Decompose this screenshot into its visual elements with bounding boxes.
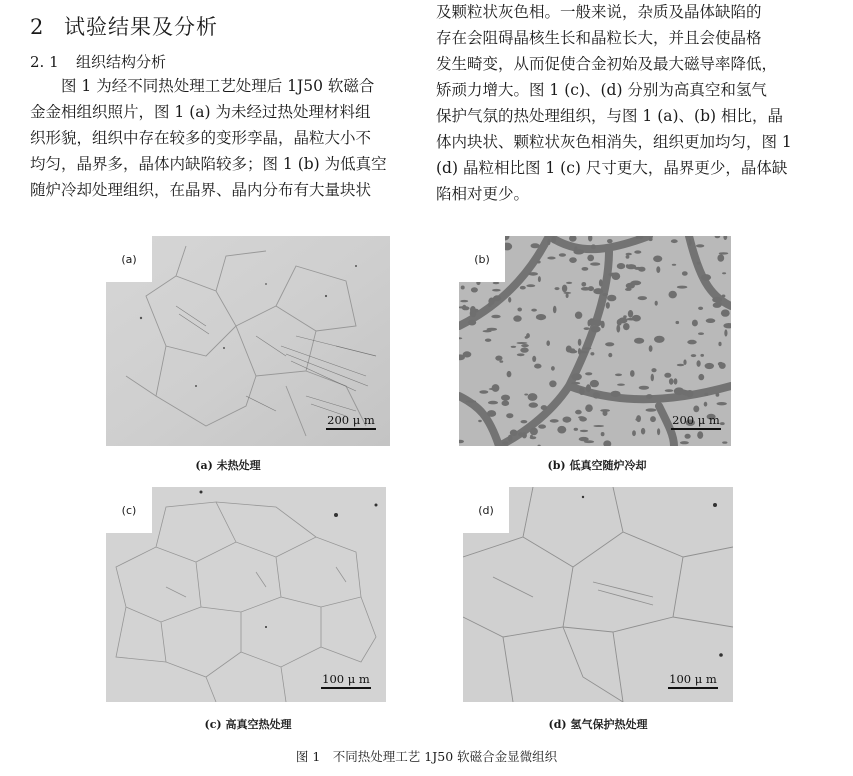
gray-phase-particle bbox=[704, 402, 708, 407]
scale-bar-b bbox=[671, 414, 721, 430]
gray-phase-particle bbox=[516, 342, 527, 344]
gray-phase-particle bbox=[520, 348, 528, 353]
gray-phase-particle bbox=[671, 239, 678, 243]
gray-phase-particle bbox=[719, 363, 726, 369]
figure-caption: 图 1 不同热处理工艺 1J50 软磁合金显微组织 bbox=[295, 749, 558, 764]
gray-phase-particle bbox=[526, 284, 535, 287]
gray-phase-particle bbox=[581, 287, 590, 291]
gray-phase-particle bbox=[665, 389, 674, 392]
text-line: 矫顽力增大。图 1 (c)、(d) 分别为高真空和氢气 bbox=[436, 81, 767, 99]
gray-phase-particle bbox=[626, 255, 630, 259]
scale-bar-text: 200 μ m bbox=[327, 413, 375, 427]
gray-phase-particle bbox=[619, 317, 628, 323]
gray-phase-particle bbox=[460, 300, 468, 302]
gray-phase-particle bbox=[575, 312, 582, 319]
gray-phase-particle bbox=[680, 441, 689, 444]
gray-phase-particle bbox=[616, 325, 620, 333]
gray-phase-particle bbox=[584, 327, 590, 330]
gray-phase-particle bbox=[551, 366, 555, 371]
gray-phase-particle bbox=[612, 272, 621, 280]
gray-phase-particle bbox=[555, 287, 560, 290]
gray-phase-particle bbox=[530, 436, 537, 439]
text-line: 图 1 为经不同热处理工艺处理后 1J50 软磁合 bbox=[61, 77, 375, 95]
gray-phase-particle bbox=[664, 373, 671, 378]
gray-phase-particle bbox=[651, 368, 656, 372]
gray-phase-particle bbox=[590, 262, 600, 265]
gray-phase-particle bbox=[607, 295, 616, 302]
gray-phase-particle bbox=[491, 315, 500, 319]
gray-phase-particle bbox=[553, 306, 557, 314]
gray-phase-particle bbox=[682, 271, 688, 276]
text-line: 织形貌，组织中存在较多的变形孪晶，晶粒大小不 bbox=[30, 129, 372, 147]
gray-phase-particle bbox=[628, 310, 633, 318]
text-line: 发生畸变，从而促使合金初始及最大磁导率降低， bbox=[436, 55, 778, 73]
gray-phase-particle bbox=[584, 440, 594, 443]
gray-phase-particle bbox=[506, 413, 513, 418]
text-line: 陷相对更少。 bbox=[436, 185, 530, 203]
gray-phase-particle bbox=[606, 302, 610, 309]
gray-phase-particle bbox=[623, 323, 630, 330]
gray-phase-particle bbox=[538, 276, 541, 282]
gray-phase-particle bbox=[615, 374, 622, 377]
gray-phase-particle bbox=[550, 419, 559, 423]
gray-phase-particle bbox=[677, 364, 684, 366]
scale-bar-text: 100 μ m bbox=[322, 672, 370, 686]
gray-phase-particle bbox=[563, 417, 572, 423]
gray-phase-particle bbox=[653, 256, 662, 263]
panel-label-c: (c) bbox=[106, 487, 152, 533]
gray-phase-particle bbox=[566, 282, 572, 284]
gray-phase-particle bbox=[478, 420, 482, 422]
gray-phase-particle bbox=[585, 372, 592, 375]
gray-phase-particle bbox=[493, 282, 500, 285]
gray-phase-particle bbox=[687, 340, 696, 345]
gray-phase-particle bbox=[634, 250, 641, 253]
text-line: 保护气氛的热处理组织，与图 1 (a)、(b) 相比，晶 bbox=[436, 107, 783, 125]
gray-phase-particle bbox=[517, 353, 525, 356]
gray-phase-particle bbox=[650, 416, 656, 422]
panel-label-d: (d) bbox=[463, 487, 509, 533]
gray-phase-particle bbox=[581, 282, 586, 287]
scale-bar-d bbox=[668, 673, 718, 689]
gray-phase-particle bbox=[585, 404, 593, 412]
gray-phase-particle bbox=[462, 305, 466, 310]
scale-bar-line bbox=[326, 428, 376, 430]
gray-phase-particle bbox=[717, 254, 724, 261]
gray-phase-particle bbox=[587, 255, 594, 262]
text-line: (d) 晶粒相比图 1 (c) 尺寸更大，晶界更少，晶体缺 bbox=[436, 159, 788, 177]
subcaption-b: (b) 低真空随炉冷却 bbox=[547, 459, 647, 472]
micrograph-a bbox=[106, 236, 390, 446]
gray-phase-particle bbox=[532, 356, 536, 362]
right-column bbox=[436, 0, 820, 207]
gray-phase-particle bbox=[605, 342, 614, 346]
text-line: 金金相组织照片，图 1 (a) 为未经过热处理材料组 bbox=[30, 103, 371, 121]
gray-phase-particle bbox=[546, 340, 550, 346]
gray-phase-particle bbox=[511, 346, 517, 348]
subcaption-d: (d) 氢气保护热处理 bbox=[548, 718, 648, 731]
gray-phase-particle bbox=[692, 320, 698, 327]
gray-phase-particle bbox=[626, 264, 629, 267]
left-paragraph bbox=[30, 73, 410, 203]
gray-phase-particle bbox=[696, 244, 704, 247]
panel-label-b: (b) bbox=[459, 236, 505, 282]
gray-phase-particle bbox=[617, 263, 625, 269]
section-heading bbox=[30, 9, 410, 45]
gray-phase-particle bbox=[566, 346, 572, 353]
gray-phase-particle bbox=[559, 253, 566, 256]
gray-phase-particle bbox=[722, 272, 726, 274]
gray-phase-particle bbox=[617, 384, 625, 386]
gray-phase-particle bbox=[685, 434, 691, 439]
gray-phase-particle bbox=[623, 315, 627, 318]
gray-phase-particle bbox=[582, 267, 589, 271]
gray-phase-particle bbox=[461, 286, 465, 290]
scale-bar-line bbox=[671, 428, 721, 430]
text-line: 体内块状、颗粒状灰色相消失，组织更加均匀，图 1 bbox=[436, 133, 792, 151]
gray-phase-particle bbox=[693, 406, 699, 413]
gray-phase-particle bbox=[483, 330, 492, 332]
gray-phase-particle bbox=[719, 252, 729, 254]
gray-phase-particle bbox=[705, 363, 714, 369]
scale-bar-text: 100 μ m bbox=[669, 672, 717, 686]
gray-phase-particle bbox=[724, 329, 727, 336]
gray-phase-particle bbox=[520, 286, 526, 290]
gray-phase-particle bbox=[608, 353, 612, 357]
text-line: 随炉冷却处理组织，在晶界、晶内分布有大量块状 bbox=[30, 181, 372, 199]
gray-phase-particle bbox=[630, 370, 635, 377]
gray-phase-particle bbox=[722, 441, 727, 443]
gray-phase-particle bbox=[492, 289, 501, 292]
gray-phase-particle bbox=[672, 264, 676, 266]
gray-phase-particle bbox=[718, 342, 721, 346]
micrograph-d bbox=[463, 487, 733, 702]
gray-phase-particle bbox=[657, 428, 660, 435]
gray-phase-particle bbox=[721, 309, 730, 316]
gray-phase-particle bbox=[677, 286, 688, 289]
gray-phase-particle bbox=[578, 416, 585, 419]
gray-phase-particle bbox=[669, 291, 677, 299]
gray-phase-particle bbox=[578, 339, 582, 346]
gray-phase-particle bbox=[700, 354, 704, 357]
gray-phase-particle bbox=[676, 321, 680, 324]
gray-phase-particle bbox=[634, 338, 644, 344]
gray-phase-particle bbox=[525, 336, 529, 339]
gray-phase-particle bbox=[580, 430, 588, 432]
gray-phase-particle bbox=[566, 293, 569, 298]
gray-phase-particle bbox=[698, 307, 703, 310]
gray-phase-particle bbox=[536, 314, 546, 320]
gray-phase-particle bbox=[575, 410, 582, 415]
gray-phase-particle bbox=[697, 360, 701, 367]
scale-bar-c bbox=[321, 673, 371, 689]
gray-phase-particle bbox=[502, 400, 510, 406]
gray-phase-particle bbox=[698, 332, 704, 335]
gray-phase-particle bbox=[508, 297, 511, 303]
gray-phase-particle bbox=[655, 301, 658, 306]
gray-phase-particle bbox=[706, 318, 716, 323]
gray-phase-particle bbox=[517, 308, 522, 312]
gray-phase-particle bbox=[574, 428, 578, 431]
text-line: 存在会阻碍晶核生长和晶粒长大，并且会使晶格 bbox=[436, 29, 762, 47]
section-number: 2 bbox=[30, 15, 45, 39]
gray-phase-particle bbox=[569, 257, 577, 263]
gray-phase-particle bbox=[639, 386, 649, 390]
gray-phase-particle bbox=[632, 430, 636, 436]
gray-phase-particle bbox=[507, 371, 512, 377]
gray-phase-particle bbox=[691, 354, 696, 357]
gray-phase-particle bbox=[656, 266, 660, 273]
gray-phase-particle bbox=[630, 281, 641, 286]
gray-phase-particle bbox=[531, 309, 537, 312]
gray-phase-particle bbox=[528, 393, 538, 401]
scale-bar-line bbox=[668, 687, 718, 689]
subcaption-c: (c) 高真空热处理 bbox=[204, 718, 292, 731]
text-line: 均匀，晶界多，晶体内缺陷较多；图 1 (b) 为低真空 bbox=[30, 155, 387, 173]
gray-phase-particle bbox=[495, 356, 502, 361]
gray-phase-particle bbox=[471, 287, 478, 292]
gray-phase-particle bbox=[590, 380, 599, 387]
gray-phase-particle bbox=[549, 380, 556, 387]
gray-phase-particle bbox=[603, 410, 608, 416]
gray-phase-particle bbox=[590, 352, 594, 355]
gray-phase-particle bbox=[649, 345, 653, 352]
text-line: 及颗粒状灰色相。一般来说，杂质及晶体缺陷的 bbox=[436, 3, 762, 21]
gray-phase-particle bbox=[635, 418, 640, 421]
gray-phase-particle bbox=[529, 402, 538, 407]
panel-label-a: (a) bbox=[106, 236, 152, 282]
gray-phase-particle bbox=[669, 378, 674, 384]
gray-phase-particle bbox=[562, 285, 567, 293]
gray-phase-particle bbox=[513, 315, 521, 321]
gray-phase-particle bbox=[534, 364, 541, 369]
gray-phase-particle bbox=[683, 359, 686, 365]
scale-bar-a bbox=[326, 414, 376, 430]
subsection-title: 组织结构分析 bbox=[76, 53, 167, 71]
section-title: 试验结果及分析 bbox=[64, 15, 218, 39]
subcaption-a: (a) 未热处理 bbox=[195, 459, 261, 472]
gray-phase-particle bbox=[607, 239, 613, 243]
gray-phase-particle bbox=[547, 257, 555, 260]
gray-phase-particle bbox=[485, 339, 491, 342]
gray-phase-particle bbox=[563, 292, 571, 294]
gray-phase-particle bbox=[521, 344, 529, 347]
gray-phase-particle bbox=[499, 360, 503, 362]
gray-phase-particle bbox=[492, 384, 500, 392]
subsection-number: 2. 1 bbox=[30, 53, 59, 71]
gray-phase-particle bbox=[538, 424, 546, 428]
gray-phase-particle bbox=[626, 253, 632, 256]
gray-phase-particle bbox=[626, 318, 636, 321]
gray-phase-particle bbox=[717, 402, 727, 405]
scale-bar-text: 200 μ m bbox=[672, 413, 720, 427]
gray-phase-particle bbox=[641, 428, 645, 435]
gray-phase-particle bbox=[501, 395, 510, 401]
gray-phase-particle bbox=[593, 425, 604, 427]
gray-phase-particle bbox=[654, 336, 665, 343]
gray-phase-particle bbox=[674, 378, 678, 384]
gray-phase-particle bbox=[524, 394, 528, 396]
gray-phase-particle bbox=[601, 432, 605, 436]
micrograph-b bbox=[459, 236, 731, 446]
gray-phase-particle bbox=[479, 390, 488, 393]
gray-phase-particle bbox=[698, 374, 704, 380]
gray-phase-particle bbox=[646, 408, 657, 411]
gray-phase-particle bbox=[651, 374, 654, 381]
gray-phase-particle bbox=[488, 401, 498, 405]
gray-phase-particle bbox=[638, 296, 647, 300]
micrograph-c bbox=[106, 487, 386, 702]
gray-phase-particle bbox=[557, 426, 566, 434]
gray-phase-particle bbox=[697, 431, 703, 439]
gray-phase-particle bbox=[521, 420, 528, 423]
left-column bbox=[30, 0, 410, 203]
scale-bar-line bbox=[321, 687, 371, 689]
subsection-heading bbox=[30, 49, 410, 75]
